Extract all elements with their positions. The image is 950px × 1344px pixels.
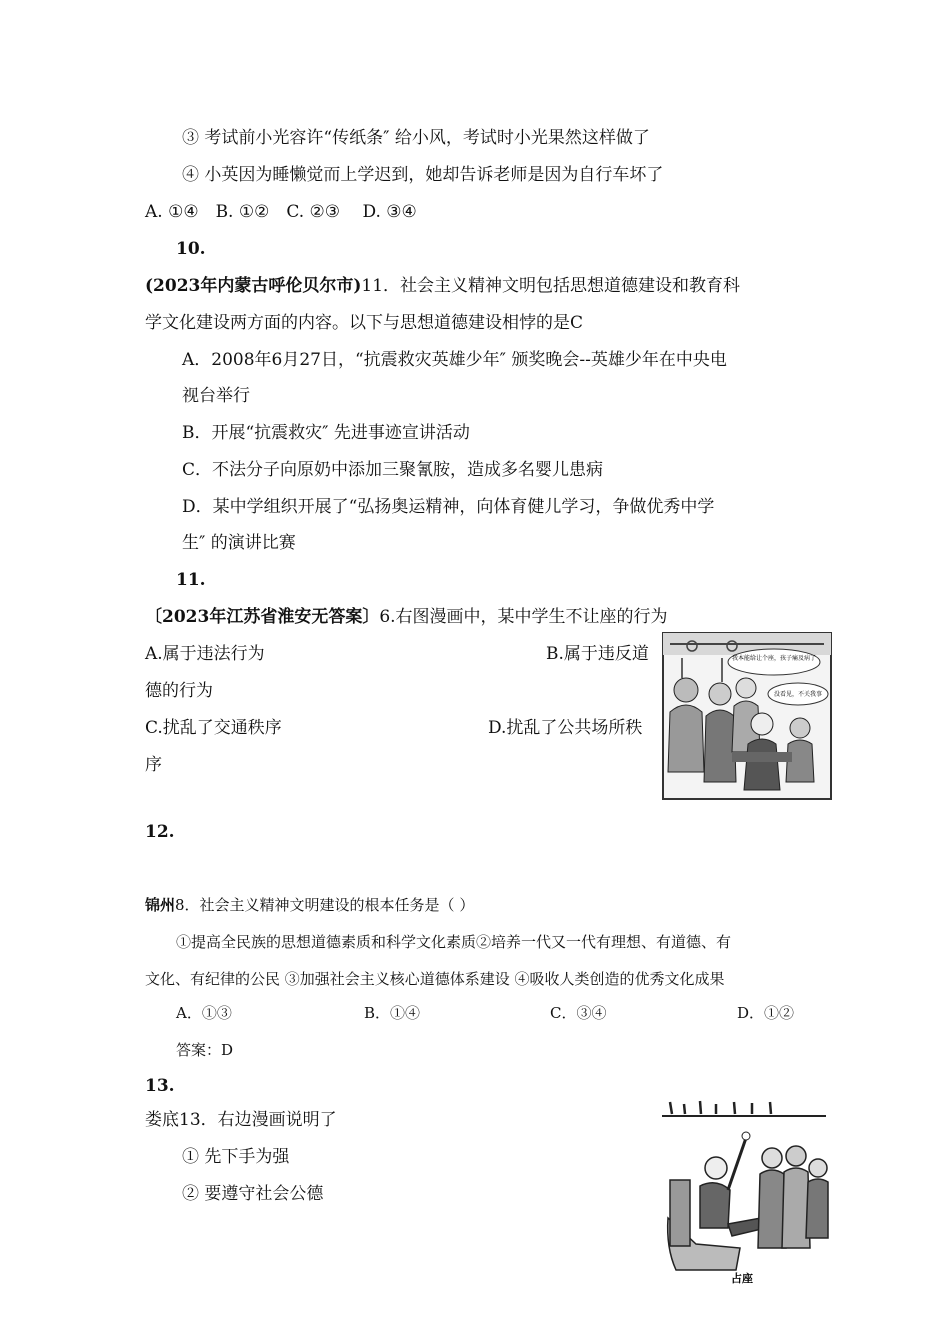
q12-answer: 答案：D [176,1041,234,1059]
cartoon-bubble-1: 我本能给让个座，孩子痛及病了 [731,655,817,662]
cartoon-caption: 占座 [731,1272,753,1285]
q11-option-b-2: 德的行为 [145,681,213,701]
seat-occupying-cartoon [656,1098,832,1288]
q10-option-d-1: D．某中学组织开展了“弘扬奥运精神，向体育健儿学习，争做优秀中学 [182,497,715,517]
q11-stem [145,607,668,627]
q12-option-c: C．③④ [550,1004,607,1022]
q10-stem-line-1 [145,276,740,296]
q10-option-d-2: 生″ 的演讲比赛 [182,533,296,553]
q12-source: 锦州 [145,896,176,914]
q13-item-1: ① 先下手为强 [182,1147,290,1167]
q12-stem [145,895,474,915]
q12-stem-text: 8．社会主义精神文明建设的根本任务是（ ） [175,896,475,914]
q12-option-b: B．①④ [364,1004,421,1022]
q11-option-b-1: B.属于违反道 [546,644,649,664]
q11-option-a: A.属于违法行为 [145,644,265,664]
q10-option-c: C．不法分子向原奶中添加三聚氰胺，造成多名婴儿患病 [182,460,604,480]
bus-seat-cartoon [662,632,832,800]
q-prev-options: A. ①④ B. ①② C. ②③ D. ③④ [145,202,417,222]
q10-option-a-2: 视台举行 [182,386,250,406]
q13-item-2: ② 要遵守社会公德 [182,1184,324,1204]
q13-number: 13. [145,1076,175,1096]
q11-number: 11. [176,570,206,590]
q12-option-d: D．①② [737,1004,795,1022]
q11-option-d-2: 序 [145,755,162,775]
q10-source: (2023年内蒙古呼伦贝尔市) [145,276,362,296]
q12-option-a: A．①③ [176,1004,232,1022]
q12-item-line-2: 文化、有纪律的公民 ③加强社会主义核心道德体系建设 ④吸收人类创造的优秀文化成果 [145,970,725,988]
q11-stem-text: 6.右图漫画中，某中学生不让座的行为 [379,607,668,627]
q13-stem: 娄底13．右边漫画说明了 [145,1110,337,1130]
q-prev-item-3: ③ 考试前小光容许“传纸条″ 给小风，考试时小光果然这样做了 [182,128,650,148]
cartoon-bubble-2: 没看见，不关我事 [773,691,823,698]
q12-item-line-1: ①提高全民族的思想道德素质和科学文化素质②培养一代又一代有理想、有道德、有 [176,933,732,951]
q10-stem-1: 11．社会主义精神文明包括思想道德建设和教育科 [361,276,741,296]
q11-option-d-1: D.扰乱了公共场所秩 [488,718,643,738]
q10-stem-line-2: 学文化建设两方面的内容。以下与思想道德建设相悖的是C [145,313,584,333]
q10-number: 10. [176,239,206,259]
q10-option-b: B．开展“抗震救灾″ 先进事迹宣讲活动 [182,423,470,443]
q12-number: 12. [145,822,175,842]
q11-source: 〔2023年江苏省淮安无答案〕 [145,607,380,627]
q10-option-a-1: A．2008年6月27日，“抗震救灾英雄少年″ 颁奖晚会--英雄少年在中央电 [182,350,727,370]
q11-option-c: C.扰乱了交通秩序 [145,718,282,738]
q-prev-item-4: ④ 小英因为睡懒觉而上学迟到，她却告诉老师是因为自行车坏了 [182,165,664,185]
